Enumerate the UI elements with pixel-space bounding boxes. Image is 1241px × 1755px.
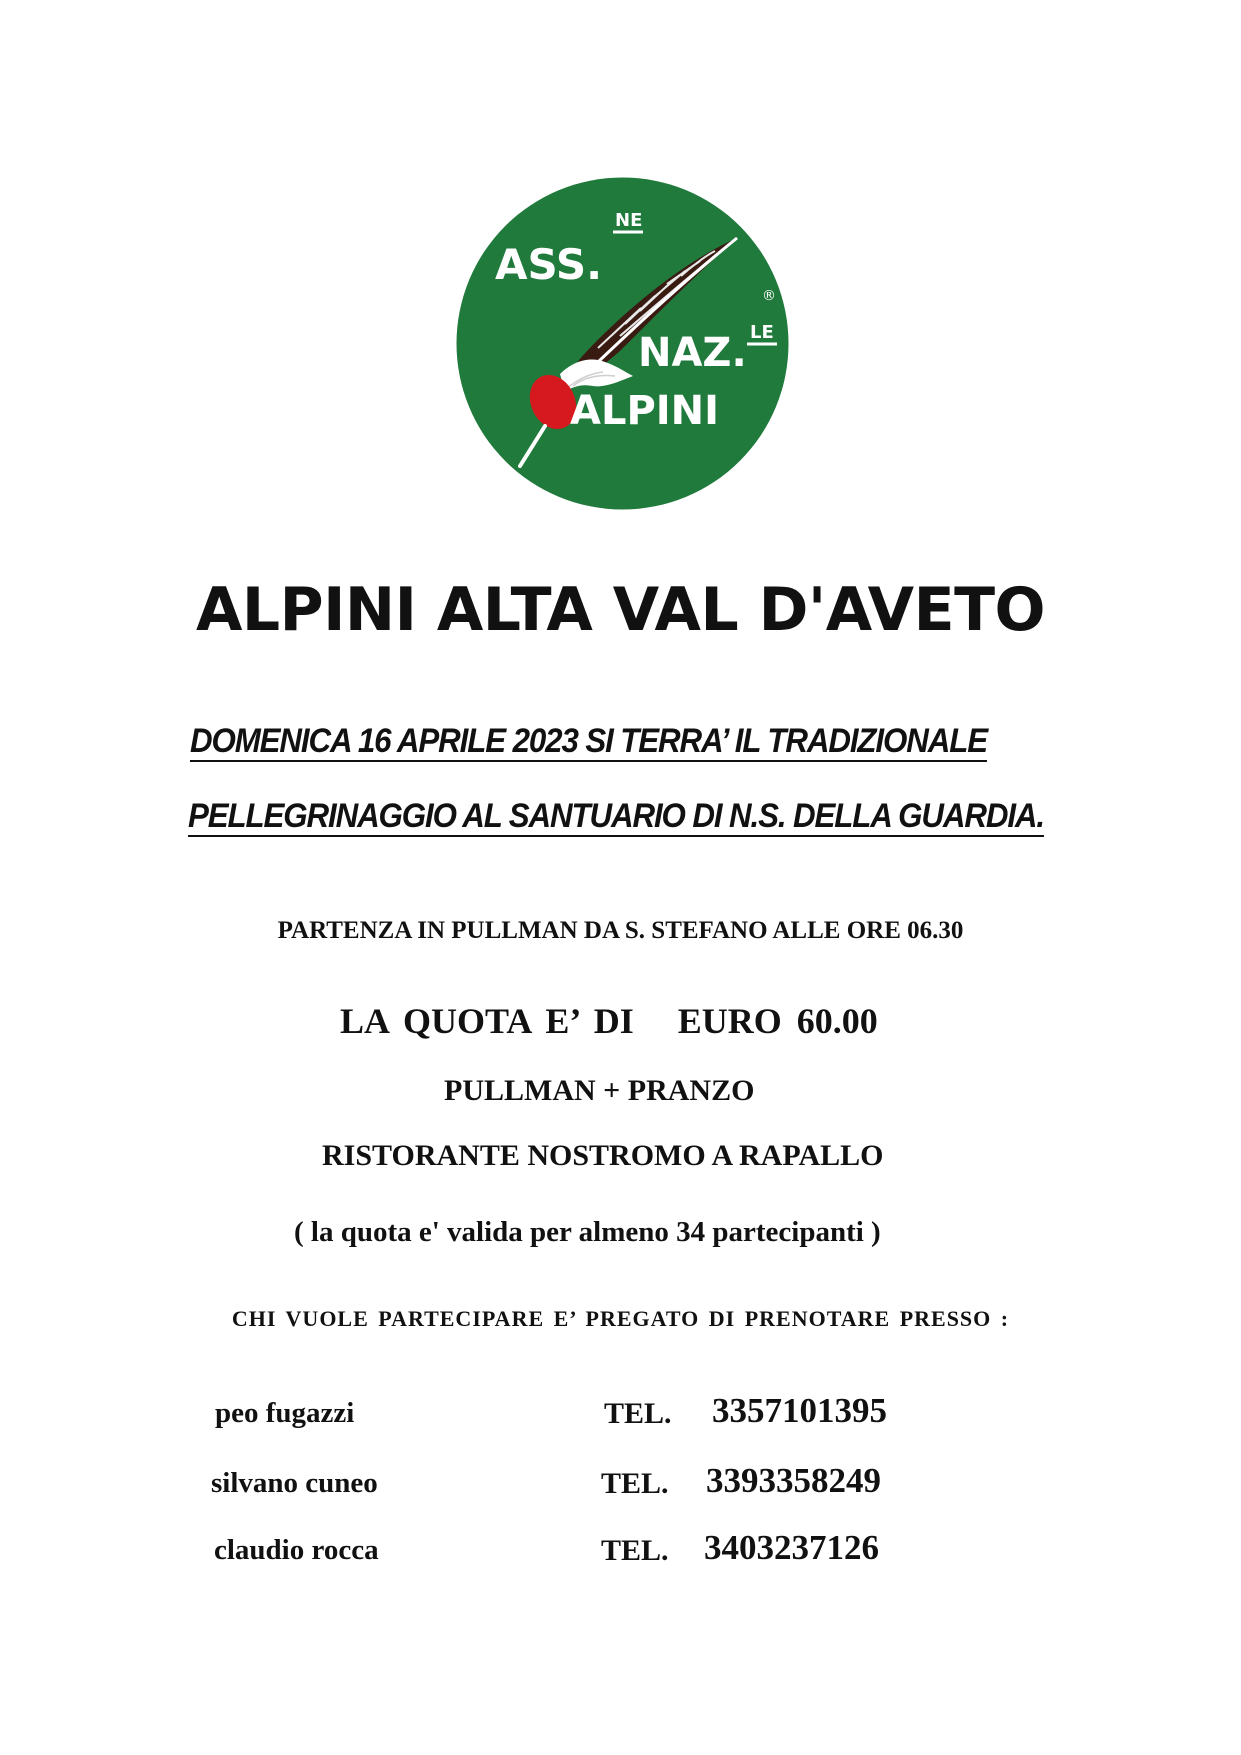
includes-info: PULLMAN + PRANZO [444,1074,755,1107]
ana-logo-emblem [455,176,790,511]
contact-name: peo fugazzi [215,1397,355,1429]
quota-line [340,1000,878,1042]
booking-instructions: CHI VUOLE PARTECIPARE E’ PREGATO DI PRENOTARE PRESSO : [231,1306,1010,1331]
contact-name: silvano cuneo [211,1467,378,1499]
contact-tel-label: TEL. [601,1467,669,1500]
announcement-line-2: PELLEGRINAGGIO AL SANTUARIO DI N.S. DELLA GUARDIA. [188,797,1045,835]
ana-logo [455,176,790,511]
contact-phone: 3403237126 [704,1528,879,1567]
contact-tel-label: TEL. [601,1534,669,1567]
restaurant-info: RISTORANTE NOSTROMO A RAPALLO [322,1139,884,1172]
contact-phone: 3393358249 [706,1461,881,1500]
contact-phone: 3357101395 [712,1391,887,1430]
page-title: ALPINI ALTA VAL D'AVETO [195,575,1046,645]
quota-condition: ( la quota e' valida per almeno 34 partecipanti ) [294,1216,881,1248]
departure-info: PARTENZA IN PULLMAN DA S. STEFANO ALLE ORE 06.30 [277,917,964,944]
contact-tel-label: TEL. [604,1397,672,1430]
contact-name: claudio rocca [214,1534,379,1566]
logo-text-top-sup: NE [615,210,643,231]
logo-text-bottom: ALPINI [570,388,720,434]
registered-mark: ® [762,288,776,304]
logo-text-top: ASS. [495,240,603,289]
announcement-line-1: DOMENICA 16 APRILE 2023 SI TERRA’ IL TRADIZIONALE [190,722,987,760]
quota-label: LA QUOTA E’ DI [340,1001,634,1041]
logo-text-mid: NAZ. [638,330,747,376]
quota-amount: EURO 60.00 [677,1001,878,1041]
logo-text-mid-sup: LE [750,322,774,343]
